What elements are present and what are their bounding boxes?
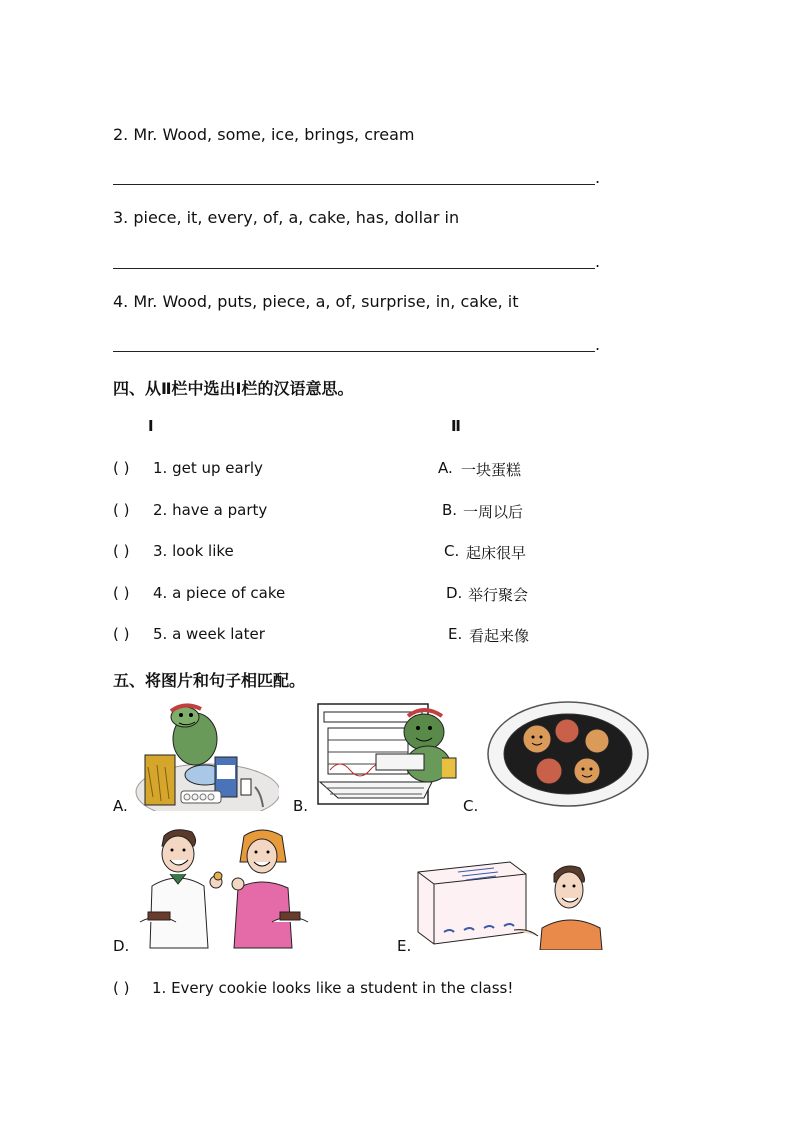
question-4: 4. Mr. Wood, puts, piece, a, of, surprise, in, cake, it [113, 292, 519, 311]
right-letter-e: E. [448, 625, 463, 643]
right-item-a: 一块蛋糕 [461, 461, 522, 479]
match-answer-paren-1[interactable]: ( ) [113, 979, 130, 997]
right-item-c: 起床很早 [466, 544, 527, 562]
answer-line-4[interactable] [113, 351, 595, 352]
column-1-heading: Ⅰ [148, 417, 154, 435]
right-letter-d: D. [446, 584, 463, 602]
picture-label-b: B. [293, 797, 309, 815]
answer-line-3[interactable] [113, 268, 595, 269]
section-4-heading: 四、从Ⅱ栏中选出Ⅰ栏的汉语意思。 [113, 379, 354, 398]
picture-label-a: A. [113, 797, 128, 815]
picture-a [133, 697, 279, 811]
answer-line-2[interactable] [113, 184, 595, 185]
right-item-d: 举行聚会 [468, 586, 529, 604]
left-item-4: 4. a piece of cake [153, 584, 286, 602]
question-3: 3. piece, it, every, of, a, cake, has, dollar in [113, 208, 460, 227]
end-mark-3: . [595, 252, 601, 271]
end-mark-4: . [595, 335, 601, 354]
oven-illustration [314, 698, 460, 812]
left-item-2: 2. have a party [153, 501, 268, 519]
right-letter-a: A. [438, 459, 453, 477]
end-mark-2: . [595, 168, 601, 187]
right-letter-b: B. [442, 501, 458, 519]
picture-label-e: E. [397, 937, 412, 955]
left-item-1: 1. get up early [153, 459, 263, 477]
left-item-3: 3. look like [153, 542, 234, 560]
answer-paren-4[interactable]: ( ) [113, 584, 130, 602]
picture-label-c: C. [463, 797, 479, 815]
right-letter-c: C. [444, 542, 460, 560]
answer-paren-1[interactable]: ( ) [113, 459, 130, 477]
picture-b [314, 698, 460, 812]
picture-d [134, 826, 314, 950]
boy-with-box-illustration [414, 858, 604, 950]
answer-paren-5[interactable]: ( ) [113, 625, 130, 643]
children-eating-cake-illustration [134, 826, 314, 950]
right-item-b: 一周以后 [463, 503, 524, 521]
column-2-heading: Ⅱ [451, 417, 461, 435]
left-item-5: 5. a week later [153, 625, 265, 643]
answer-paren-2[interactable]: ( ) [113, 501, 130, 519]
section-5-heading: 五、将图片和句子相匹配。 [113, 671, 306, 690]
turtle-baking-illustration [133, 697, 279, 811]
answer-paren-3[interactable]: ( ) [113, 542, 130, 560]
picture-c [485, 697, 651, 811]
picture-label-d: D. [113, 937, 130, 955]
question-2: 2. Mr. Wood, some, ice, brings, cream [113, 125, 415, 144]
cookie-plate-illustration [485, 697, 651, 811]
right-item-e: 看起来像 [469, 627, 530, 645]
match-sentence-1: 1. Every cookie looks like a student in the class! [152, 979, 514, 997]
picture-e [414, 858, 604, 950]
